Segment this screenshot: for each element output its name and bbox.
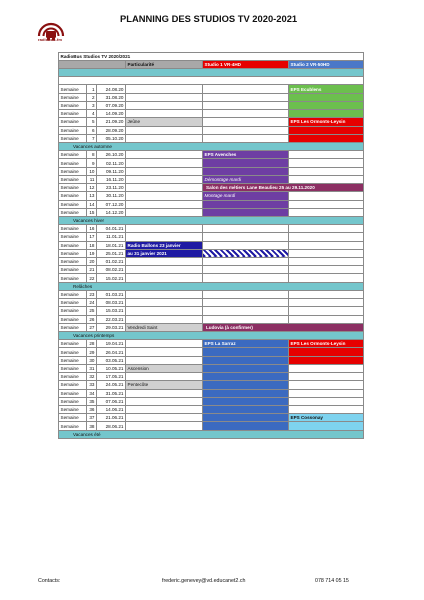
week-number: 15	[87, 208, 97, 216]
table-row	[59, 348, 364, 356]
week-date: 01.02.21	[97, 258, 126, 266]
week-date: 26.04.21	[97, 348, 126, 356]
week-date: 23.11.20	[97, 184, 126, 192]
studio-2-cell	[289, 299, 364, 307]
week-number: 9	[87, 159, 97, 167]
particularite-cell	[126, 405, 203, 413]
studio-2-cell	[289, 397, 364, 405]
table-row	[59, 356, 364, 364]
week-date: 30.11.20	[97, 192, 126, 200]
studio-1-cell	[203, 397, 289, 405]
studio-1-cell	[203, 175, 289, 183]
semaine-label: Semaine	[59, 249, 87, 257]
week-number: 8	[87, 151, 97, 159]
particularite-cell: Pentecôte	[126, 381, 203, 389]
table-row	[59, 323, 364, 331]
studio-2-cell	[289, 315, 364, 323]
week-date: 22.03.21	[97, 315, 126, 323]
studio-2-cell	[289, 258, 364, 266]
studio-2-cell	[289, 381, 364, 389]
studio-2-cell	[289, 274, 364, 282]
header-studio-2: Studio 2 VR-50HD	[289, 61, 364, 69]
table-row	[59, 167, 364, 175]
semaine-label: Semaine	[59, 348, 87, 356]
table-row	[59, 101, 364, 109]
semaine-label: Semaine	[59, 101, 87, 109]
studio-2-cell	[289, 159, 364, 167]
particularite-cell: Ascension	[126, 364, 203, 372]
particularite-cell	[126, 290, 203, 298]
studio-1-cell	[203, 167, 289, 175]
particularite-cell	[126, 151, 203, 159]
table-row	[59, 85, 364, 93]
week-number: 11	[87, 175, 97, 183]
week-date: 21.09.20	[97, 118, 126, 126]
week-date: 07.09.20	[97, 101, 126, 109]
week-date: 09.11.20	[97, 167, 126, 175]
semaine-label: Semaine	[59, 299, 87, 307]
week-number: 4	[87, 110, 97, 118]
week-date: 01.03.21	[97, 290, 126, 298]
semaine-label: Semaine	[59, 258, 87, 266]
week-number: 6	[87, 126, 97, 134]
studio-1-cell	[203, 315, 289, 323]
particularite-cell	[126, 422, 203, 430]
week-date: 31.08.20	[97, 93, 126, 101]
studio-1-cell	[203, 208, 289, 216]
vacation-separator: Vacances hiver	[59, 216, 364, 224]
studio-2-cell	[289, 200, 364, 208]
studio-2-cell	[289, 373, 364, 381]
week-number: 3	[87, 101, 97, 109]
studio-1-cell	[203, 307, 289, 315]
table-row	[59, 373, 364, 381]
week-date: 14.09.20	[97, 110, 126, 118]
week-number: 14	[87, 200, 97, 208]
semaine-label: Semaine	[59, 225, 87, 233]
studio-2-cell	[289, 266, 364, 274]
semaine-label: Semaine	[59, 208, 87, 216]
particularite-cell	[126, 85, 203, 93]
studio-1-cell: EPS La Sarraz	[203, 340, 289, 348]
semaine-label: Semaine	[59, 290, 87, 298]
week-number: 28	[87, 340, 97, 348]
studio-1-cell	[203, 266, 289, 274]
studio-1-cell	[203, 134, 289, 142]
semaine-label: Semaine	[59, 373, 87, 381]
studio-1-cell	[203, 299, 289, 307]
footer	[0, 578, 424, 588]
studio-1-cell	[203, 274, 289, 282]
semaine-label: Semaine	[59, 405, 87, 413]
studio-1-cell	[203, 101, 289, 109]
week-date: 11.01.21	[97, 233, 126, 241]
particularite-cell	[126, 315, 203, 323]
semaine-label: Semaine	[59, 274, 87, 282]
particularite-cell	[126, 167, 203, 175]
week-number: 36	[87, 405, 97, 413]
semaine-label: Semaine	[59, 233, 87, 241]
week-date: 10.05.21	[97, 364, 126, 372]
studio-2-cell	[289, 192, 364, 200]
studio-1-cell	[203, 249, 289, 257]
week-number: 12	[87, 184, 97, 192]
semaine-label: Semaine	[59, 315, 87, 323]
particularite-cell	[126, 110, 203, 118]
studio-1-note: Démontage mardi	[204, 176, 242, 182]
week-number: 2	[87, 93, 97, 101]
footer-phone: 078 714 05 15	[315, 578, 349, 584]
week-number: 27	[87, 323, 97, 331]
studio-1-cell	[203, 356, 289, 364]
event-span-cell: Ludovia (à confirmer)	[203, 323, 364, 331]
vacation-separator: Vacances été	[59, 430, 364, 438]
studio-2-cell	[289, 93, 364, 101]
week-date: 03.05.21	[97, 356, 126, 364]
table-row	[59, 422, 364, 430]
studio-2-cell: EPS Les Ormonts-Leysin	[289, 118, 364, 126]
header-particularite: Particularité	[126, 61, 203, 69]
week-number: 24	[87, 299, 97, 307]
table-row	[59, 381, 364, 389]
particularite-cell	[126, 225, 203, 233]
week-date: 24.05.21	[97, 381, 126, 389]
week-date: 07.06.21	[97, 397, 126, 405]
vacation-separator: Vacances printemps	[59, 332, 364, 340]
particularite-cell	[126, 93, 203, 101]
particularite-cell	[126, 175, 203, 183]
week-number: 13	[87, 192, 97, 200]
studio-2-cell	[289, 134, 364, 142]
week-date: 04.01.21	[97, 225, 126, 233]
semaine-label: Semaine	[59, 118, 87, 126]
semaine-label: Semaine	[59, 389, 87, 397]
particularite-cell: Vendredi Saint	[126, 323, 203, 331]
studio-2-cell	[289, 233, 364, 241]
week-number: 23	[87, 290, 97, 298]
week-number: 30	[87, 356, 97, 364]
table-row	[59, 414, 364, 422]
table-caption: RadioBus Studios TV 2020/2021	[59, 53, 364, 61]
particularite-cell	[126, 340, 203, 348]
week-number: 10	[87, 167, 97, 175]
studio-2-cell	[289, 356, 364, 364]
table-row	[59, 151, 364, 159]
footer-email-link[interactable]: frederic.genevey@vd.educanet2.ch	[162, 578, 246, 584]
studio-2-cell	[289, 348, 364, 356]
week-number: 20	[87, 258, 97, 266]
vacation-separator: Vacances automne	[59, 142, 364, 150]
table-row	[59, 208, 364, 216]
table-row	[59, 249, 364, 257]
studio-1-cell	[203, 405, 289, 413]
week-date: 26.10.20	[97, 151, 126, 159]
table-row	[59, 93, 364, 101]
week-date: 16.11.20	[97, 175, 126, 183]
table-row	[59, 233, 364, 241]
semaine-label: Semaine	[59, 340, 87, 348]
particularite-cell	[126, 200, 203, 208]
week-number: 22	[87, 274, 97, 282]
semaine-label: Semaine	[59, 200, 87, 208]
particularite-cell	[126, 266, 203, 274]
semaine-label: Semaine	[59, 192, 87, 200]
semaine-label: Semaine	[59, 93, 87, 101]
spacer-row	[59, 77, 364, 85]
semaine-label: Semaine	[59, 414, 87, 422]
studio-2-cell: EPS Cossonay	[289, 414, 364, 422]
table-row	[59, 225, 364, 233]
studio-2-cell	[289, 175, 364, 183]
particularite-cell	[126, 373, 203, 381]
studio-1-cell	[203, 389, 289, 397]
week-number: 5	[87, 118, 97, 126]
studio-1-cell	[203, 192, 289, 200]
table-row	[59, 126, 364, 134]
studio-1-cell	[203, 110, 289, 118]
table-row	[59, 192, 364, 200]
semaine-label: Semaine	[59, 151, 87, 159]
table-row	[59, 364, 364, 372]
table-row	[59, 274, 364, 282]
week-date: 15.03.21	[97, 307, 126, 315]
studio-1-cell	[203, 85, 289, 93]
studio-2-cell	[289, 364, 364, 372]
studio-1-cell	[203, 290, 289, 298]
particularite-cell: Radio Ballons 23 janvier	[126, 241, 203, 249]
semaine-label: Semaine	[59, 307, 87, 315]
semaine-label: Semaine	[59, 175, 87, 183]
table-row	[59, 299, 364, 307]
semaine-label: Semaine	[59, 356, 87, 364]
studio-2-cell: EPS Ecublens	[289, 85, 364, 93]
semaine-label: Semaine	[59, 159, 87, 167]
studio-2-cell	[289, 422, 364, 430]
week-date: 19.04.21	[97, 340, 126, 348]
studio-2-cell	[289, 225, 364, 233]
studio-1-cell	[203, 258, 289, 266]
studio-1-cell	[203, 200, 289, 208]
table-row	[59, 266, 364, 274]
table-row	[59, 315, 364, 323]
week-date: 07.12.20	[97, 200, 126, 208]
studio-1-cell	[203, 414, 289, 422]
vacation-separator: Relâches	[59, 282, 364, 290]
studio-2-cell	[289, 405, 364, 413]
week-date: 21.06.21	[97, 414, 126, 422]
studio-2-cell	[289, 126, 364, 134]
studio-2-cell: EPS Les Ormonts-Leysin	[289, 340, 364, 348]
particularite-cell	[126, 258, 203, 266]
table-row	[59, 134, 364, 142]
footer-contacts-label: Contacts:	[38, 578, 61, 584]
table-row	[59, 110, 364, 118]
particularite-cell: Jeûne	[126, 118, 203, 126]
particularite-cell	[126, 414, 203, 422]
week-number: 32	[87, 373, 97, 381]
table-row	[59, 389, 364, 397]
particularite-cell	[126, 299, 203, 307]
week-number: 34	[87, 389, 97, 397]
week-date: 08.03.21	[97, 299, 126, 307]
semaine-label: Semaine	[59, 134, 87, 142]
week-number: 7	[87, 134, 97, 142]
week-number: 1	[87, 85, 97, 93]
week-date: 18.01.21	[97, 241, 126, 249]
table-row	[59, 175, 364, 183]
semaine-label: Semaine	[59, 241, 87, 249]
studio-1-cell: EPS Avenches	[203, 151, 289, 159]
semaine-label: Semaine	[59, 110, 87, 118]
studio-1-note: Montage mardi	[204, 193, 236, 199]
semaine-label: Semaine	[59, 184, 87, 192]
particularite-cell	[126, 192, 203, 200]
week-date: 14.12.20	[97, 208, 126, 216]
particularite-cell: au 31 janvier 2021	[126, 249, 203, 257]
semaine-label: Semaine	[59, 126, 87, 134]
particularite-cell	[126, 307, 203, 315]
studio-2-cell	[289, 110, 364, 118]
particularite-cell	[126, 233, 203, 241]
logo-text: radiobus.fm	[38, 37, 62, 42]
page-title: PLANNING DES STUDIOS TV 2020-2021	[120, 13, 298, 24]
header-blank	[59, 61, 126, 69]
week-number: 25	[87, 307, 97, 315]
studio-1-cell	[203, 348, 289, 356]
particularite-cell	[126, 184, 203, 192]
particularite-cell	[126, 348, 203, 356]
semaine-label: Semaine	[59, 364, 87, 372]
semaine-label: Semaine	[59, 381, 87, 389]
table-row	[59, 340, 364, 348]
week-number: 35	[87, 397, 97, 405]
week-date: 17.05.21	[97, 373, 126, 381]
table-row	[59, 184, 364, 192]
week-number: 37	[87, 414, 97, 422]
studio-2-cell	[289, 249, 364, 257]
week-date: 14.06.21	[97, 405, 126, 413]
studio-1-cell	[203, 233, 289, 241]
table-row	[59, 258, 364, 266]
week-number: 26	[87, 315, 97, 323]
table-row	[59, 118, 364, 126]
studio-1-cell	[203, 93, 289, 101]
table-row	[59, 307, 364, 315]
week-date: 08.02.21	[97, 266, 126, 274]
table-row	[59, 397, 364, 405]
week-date: 31.05.21	[97, 389, 126, 397]
semaine-label: Semaine	[59, 167, 87, 175]
schedule-table	[58, 52, 364, 439]
semaine-label: Semaine	[59, 422, 87, 430]
studio-2-cell	[289, 307, 364, 315]
table-row	[59, 405, 364, 413]
week-number: 21	[87, 266, 97, 274]
week-number: 17	[87, 233, 97, 241]
studio-2-cell	[289, 208, 364, 216]
studio-1-cell	[203, 381, 289, 389]
table-row	[59, 200, 364, 208]
week-number: 33	[87, 381, 97, 389]
studio-2-cell	[289, 151, 364, 159]
studio-1-cell	[203, 118, 289, 126]
studio-1-cell	[203, 373, 289, 381]
table-row	[59, 290, 364, 298]
particularite-cell	[126, 101, 203, 109]
week-number: 18	[87, 241, 97, 249]
semaine-label: Semaine	[59, 397, 87, 405]
particularite-cell	[126, 126, 203, 134]
week-date: 28.06.21	[97, 422, 126, 430]
week-date: 15.02.21	[97, 274, 126, 282]
studio-1-cell	[203, 364, 289, 372]
particularite-cell	[126, 397, 203, 405]
event-span-cell: Salon des métiers Lane Beaulieu 25 au 29.11.2020	[203, 184, 364, 192]
week-date: 02.11.20	[97, 159, 126, 167]
semaine-label: Semaine	[59, 266, 87, 274]
week-number: 38	[87, 422, 97, 430]
studio-2-cell	[289, 290, 364, 298]
studio-2-cell	[289, 167, 364, 175]
studio-1-cell	[203, 126, 289, 134]
studio-1-cell	[203, 159, 289, 167]
studio-2-cell	[289, 389, 364, 397]
studio-2-cell	[289, 101, 364, 109]
particularite-cell	[126, 208, 203, 216]
particularite-cell	[126, 134, 203, 142]
week-number: 16	[87, 225, 97, 233]
studio-1-cell	[203, 225, 289, 233]
week-date: 05.10.20	[97, 134, 126, 142]
particularite-cell	[126, 389, 203, 397]
week-number: 29	[87, 348, 97, 356]
particularite-cell	[126, 356, 203, 364]
particularite-cell	[126, 159, 203, 167]
header-studio-1: Studio 1 VR-4HD	[203, 61, 289, 69]
studio-1-cell	[203, 241, 289, 249]
studio-1-cell	[203, 422, 289, 430]
studio-2-cell	[289, 241, 364, 249]
separator-band	[59, 69, 364, 77]
week-date: 29.03.21	[97, 323, 126, 331]
semaine-label: Semaine	[59, 85, 87, 93]
week-number: 31	[87, 364, 97, 372]
table-row	[59, 159, 364, 167]
table-row	[59, 241, 364, 249]
week-number: 19	[87, 249, 97, 257]
week-date: 28.09.20	[97, 126, 126, 134]
semaine-label: Semaine	[59, 323, 87, 331]
week-date: 25.01.21	[97, 249, 126, 257]
week-date: 24.08.20	[97, 85, 126, 93]
particularite-cell	[126, 274, 203, 282]
